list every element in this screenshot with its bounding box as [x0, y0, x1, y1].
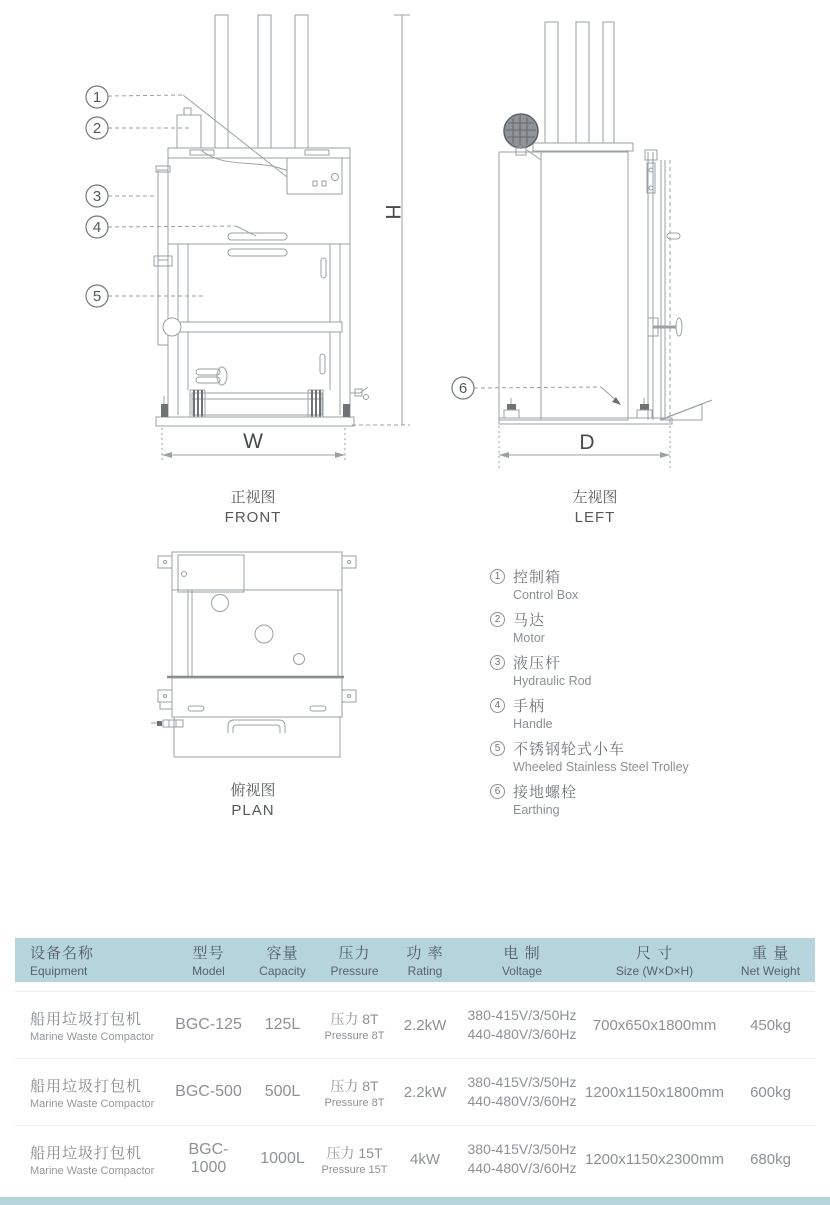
anchor-bolt-right: [637, 398, 652, 418]
svg-text:6: 6: [458, 380, 468, 397]
legend-cn-5: 不锈钢轮式小车: [513, 741, 626, 758]
legend-item-1: [490, 566, 750, 602]
row1-voltage: 380-415V/3/50Hz 440-480V/3/60Hz: [467, 1007, 577, 1042]
row3-size: 1200x1150x2300mm: [585, 1150, 724, 1168]
control-box: [287, 158, 342, 194]
row1-model: BGC-125: [175, 1016, 242, 1033]
handle-slot-1: [228, 233, 287, 240]
header-model: 型号 Model: [192, 945, 225, 978]
legend-cn-6: 接地螺栓: [513, 784, 578, 801]
header-rating: 功 率 Rating: [406, 945, 444, 978]
dimension-h: [352, 15, 410, 425]
row3-model: BGC-1000: [188, 1141, 229, 1176]
callout-4: [86, 216, 256, 238]
anchor-bolt-left: [504, 398, 519, 418]
legend-item-6: [490, 781, 750, 817]
svg-text:4: 4: [92, 219, 102, 236]
row2-rating: 2.2kW: [403, 1083, 447, 1101]
legend-num-1: 1: [490, 569, 505, 584]
front-rod-1: [215, 15, 228, 150]
legend-num-3: 3: [490, 655, 505, 670]
front-rod-3: [295, 15, 308, 150]
row3-rating: 4kW: [410, 1150, 440, 1168]
legend-num-6: 6: [490, 784, 505, 799]
row2-voltage: 380-415V/3/50Hz 440-480V/3/60Hz: [467, 1074, 577, 1109]
dim-w-label: W: [243, 430, 263, 453]
handle-slot-2: [228, 249, 287, 256]
legend-cn-4: 手柄: [513, 698, 546, 715]
row2-capacity: 500L: [264, 1083, 301, 1100]
dim-d-label: D: [579, 431, 595, 454]
row2-model: BGC-500: [175, 1083, 242, 1100]
table-row-bgc-125: [15, 991, 815, 1058]
drain-valve: [350, 387, 369, 400]
row1-weight: 450kg: [750, 1016, 791, 1034]
motor-side: [504, 114, 541, 160]
plan-hinge: [151, 720, 183, 727]
svg-text:1: 1: [92, 89, 102, 106]
front-view-label-cn: 正视图: [230, 489, 276, 506]
header-capacity: 容量 Capacity: [259, 945, 306, 978]
row3-pressure: 压力 15T Pressure 15T: [321, 1144, 388, 1176]
legend-num-2: 2: [490, 612, 505, 627]
row3-equipment-en: Marine Waste Compactor: [30, 1164, 155, 1177]
trolley-body: [192, 393, 322, 415]
row1-equipment-cn: 船用垃圾打包机: [30, 1010, 143, 1028]
row2-size: 1200x1150x1800mm: [585, 1083, 724, 1101]
row2-weight: 600kg: [750, 1083, 791, 1101]
plan-door: [174, 717, 340, 757]
row2-equipment-cn: 船用垃圾打包机: [30, 1077, 143, 1095]
legend-num-4: 4: [490, 698, 505, 713]
base-plate: [156, 417, 354, 426]
dimension-w: [162, 428, 345, 463]
legend-en-6: Earthing: [513, 803, 560, 817]
left-view: [452, 22, 712, 526]
header-size: 尺 寸 Size (W×D×H): [615, 945, 694, 978]
parts-legend: [490, 566, 750, 824]
row1-equipment-en: Marine Waste Compactor: [30, 1030, 155, 1043]
plan-view: [151, 552, 356, 819]
front-rod-2: [258, 15, 271, 150]
legend-item-2: [490, 609, 750, 645]
spec-table: [15, 938, 815, 1192]
plan-view-label-cn: 俯视图: [230, 782, 276, 799]
trolley-bar: [178, 322, 342, 332]
row3-equipment-cn: 船用垃圾打包机: [30, 1144, 143, 1162]
legend-en-2: Motor: [513, 631, 545, 645]
row1-rating: 2.2kW: [403, 1016, 447, 1034]
legend-cn-1: 控制箱: [513, 569, 562, 586]
spec-table-header: [15, 938, 815, 982]
dimension-d: [499, 426, 670, 468]
row3-voltage: 380-415V/3/50Hz 440-480V/3/60Hz: [467, 1141, 577, 1176]
header-weight: 重 量 Net Weight: [740, 945, 801, 978]
dim-h-label: H: [381, 204, 404, 220]
left-view-label-cn: 左视图: [572, 489, 618, 506]
callout-6: [452, 377, 621, 405]
legend-en-5: Wheeled Stainless Steel Trolley: [513, 760, 689, 774]
plan-control-box: [178, 555, 244, 592]
row2-pressure: 压力 8T Pressure 8T: [324, 1077, 385, 1109]
table-row-bgc-1000: [15, 1125, 815, 1192]
front-view-label-en: FRONT: [224, 509, 282, 526]
legend-item-5: [490, 738, 750, 774]
legend-en-4: Handle: [513, 717, 553, 731]
header-pressure: 压力 Pressure: [330, 945, 379, 978]
legend-cn-2: 马达: [513, 612, 546, 629]
row1-pressure: 压力 8T Pressure 8T: [324, 1010, 385, 1042]
table-row-bgc-500: [15, 1058, 815, 1125]
svg-text:5: 5: [92, 288, 102, 305]
legend-en-1: Control Box: [513, 588, 579, 602]
trolley-knob: [163, 318, 181, 336]
hydraulic-rail: [158, 170, 168, 260]
plan-view-label-en: PLAN: [231, 802, 275, 819]
legend-cn-3: 液压杆: [513, 655, 562, 672]
trolley-wheel-right: [308, 390, 323, 417]
header-voltage: 电 制 Voltage: [501, 945, 543, 978]
earthing-foot: [660, 400, 712, 420]
legend-item-4: [490, 695, 750, 731]
legend-en-3: Hydraulic Rod: [513, 674, 592, 688]
row2-equipment-en: Marine Waste Compactor: [30, 1097, 155, 1110]
row3-capacity: 1000L: [260, 1150, 305, 1167]
footer-accent-bar: [0, 1197, 830, 1205]
legend-item-3: [490, 652, 750, 688]
motor-box: [177, 115, 201, 148]
row3-weight: 680kg: [750, 1150, 791, 1168]
callout-2: [86, 117, 192, 139]
callout-3: [86, 185, 157, 207]
legend-num-5: 5: [490, 741, 505, 756]
svg-text:3: 3: [92, 188, 102, 205]
row1-size: 700x650x1800mm: [592, 1016, 717, 1034]
row1-capacity: 125L: [264, 1016, 301, 1033]
front-view: [86, 15, 410, 526]
svg-text:2: 2: [92, 120, 102, 137]
left-view-label-en: LEFT: [574, 509, 616, 526]
header-equipment: 设备名称 Equipment: [30, 945, 95, 978]
left-body: [499, 152, 628, 420]
plan-handle: [228, 720, 285, 733]
